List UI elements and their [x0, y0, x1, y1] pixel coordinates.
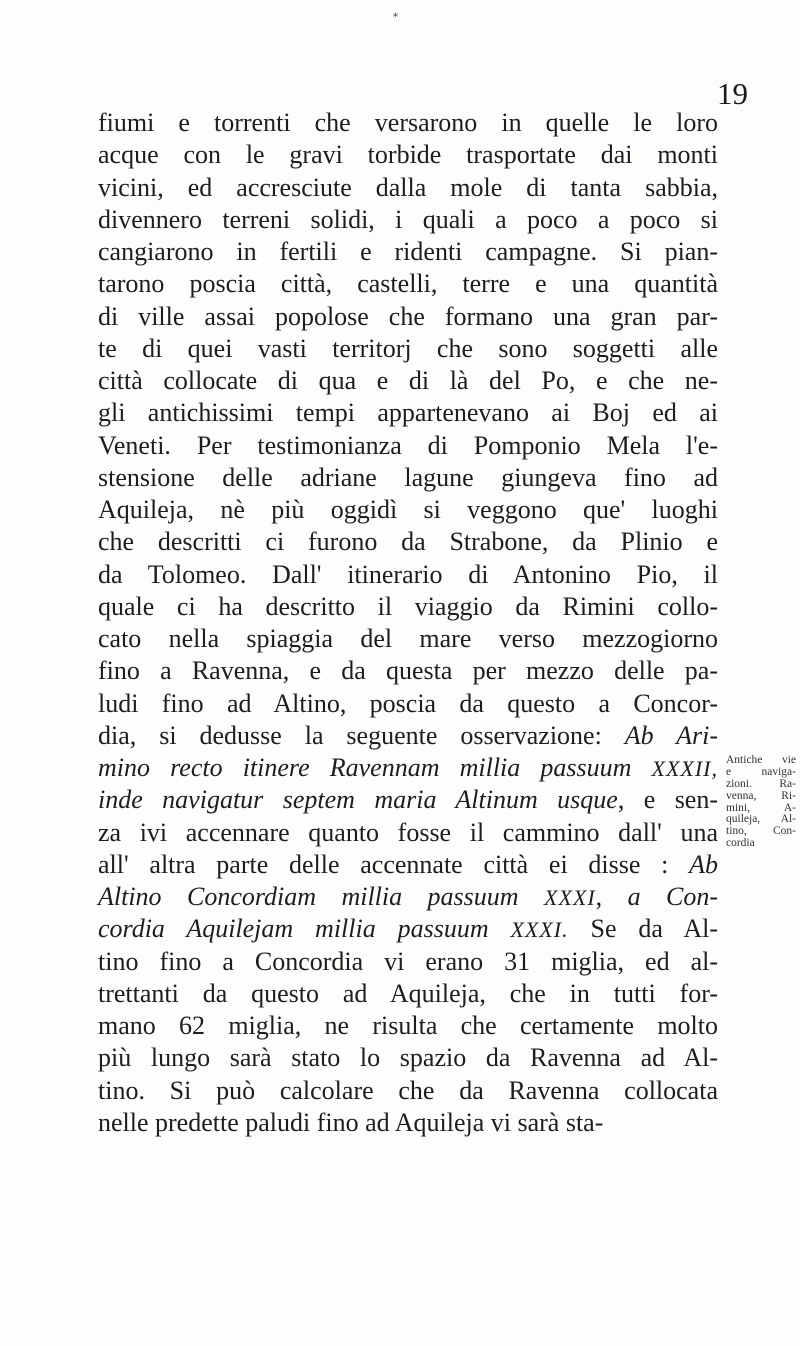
text-segment: ,: [595, 882, 628, 911]
text-line: za ivi accennare quanto fosse il cammino dall' una: [98, 817, 718, 847]
print-mark: *: [393, 12, 398, 23]
text-line: quale ci ha descritto il viaggio da Rimini collo-: [98, 591, 718, 621]
text-line: [98, 849, 718, 881]
text-line: cato nella spiaggia del mare verso mezzogiorno: [98, 624, 718, 653]
text-segment: all' altra parte delle accennate città ei disse :: [98, 849, 669, 879]
text-line: mano 62 miglia, ne risulta che certamente molto: [98, 1011, 718, 1040]
text-segment: , e sen-: [617, 785, 719, 815]
text-line: cangiarono in fertili e ridenti campagne. Si pian-: [98, 237, 718, 266]
roman-numeral: XXXI: [544, 885, 596, 910]
marginal-note: [726, 755, 796, 850]
latin-quote: mino recto itinere Ravennam millia passuum: [98, 753, 632, 782]
marginal-note-line: cordia: [726, 837, 755, 850]
text-line: vicini, ed accresciute dalla mole di tanta sabbia,: [98, 172, 718, 202]
text-line: di ville assai popolose che formano una gran par-: [98, 301, 718, 331]
main-text-block: [98, 107, 718, 1139]
text-line: gli antichissimi tempi appartenevano ai Boj ed ai: [98, 398, 718, 428]
latin-quote: Altino Concordiam millia passuum: [98, 882, 519, 911]
text-line: fiumi e torrenti che versarono in quelle le loro: [98, 108, 718, 137]
text-line: tino fino a Concordia vi erano 31 miglia, ed al-: [98, 946, 718, 976]
text-line: [98, 720, 718, 752]
text-line: te di quei vasti territorj che sono soggetti alle: [98, 333, 718, 363]
latin-quote: Ab: [689, 849, 718, 879]
marginal-note-line: venna, Ri-: [726, 789, 796, 802]
text-segment: dia, si dedusse la seguente osservazione:: [98, 720, 602, 750]
page-number: 19: [717, 76, 748, 111]
text-line: nelle predette paludi fino ad Aquileja vi sarà sta-: [98, 1107, 604, 1137]
text-line: Aquileja, nè più oggidì si veggono que' luoghi: [98, 495, 718, 524]
text-line: fino a Ravenna, e da questa per mezzo delle pa-: [98, 656, 718, 686]
marginal-note-line: quileja, Al-: [726, 813, 796, 826]
marginal-note-line: tino, Con-: [726, 825, 796, 838]
text-line: che descritti ci furono da Strabone, da Plinio e: [98, 527, 718, 557]
latin-quote: a Con-: [627, 882, 719, 911]
marginal-note-line: e naviga-: [726, 765, 796, 778]
text-line: [98, 784, 718, 816]
text-line: più lungo sarà stato lo spazio da Ravenna ad Al-: [98, 1043, 718, 1073]
latin-quote: inde navigatur septem maria Altinum usque: [98, 785, 618, 815]
text-line: ludi fino ad Altino, poscia da questo a Concor-: [98, 688, 718, 718]
text-line: stensione delle adriane lagune giungeva fino ad: [98, 462, 718, 492]
roman-numeral: XXXI.: [510, 917, 569, 943]
text-segment: Se da Al-: [568, 914, 719, 944]
text-line: [98, 881, 718, 913]
text-line: tino. Si può calcolare che da Ravenna collocata: [98, 1075, 718, 1105]
marginal-note-line: mini, A-: [726, 801, 796, 814]
latin-quote: Ab Ari-: [624, 720, 718, 750]
text-line: acque con le gravi torbide trasportate dai monti: [98, 140, 718, 170]
latin-quote: cordia Aquilejam millia passuum: [98, 914, 489, 944]
text-line: [98, 913, 718, 945]
marginal-note-line: Antiche vie: [726, 754, 796, 766]
marginal-note-line: zioni. Ra-: [726, 777, 796, 790]
text-line: tarono poscia città, castelli, terre e una quantità: [98, 269, 718, 299]
text-line: divennero terreni solidi, i quali a poco a poco si: [98, 204, 718, 234]
text-line: da Tolomeo. Dall' itinerario di Antonino Pio, il: [98, 559, 718, 589]
text-line: Veneti. Per testimonianza di Pomponio Mela l'e-: [98, 430, 718, 460]
text-line: città collocate di qua e di là del Po, e che ne-: [98, 366, 718, 395]
text-line: trettanti da questo ad Aquileja, che in tutti for-: [98, 978, 718, 1008]
text-line: [98, 752, 718, 784]
roman-numeral: XXXII,: [651, 756, 718, 781]
